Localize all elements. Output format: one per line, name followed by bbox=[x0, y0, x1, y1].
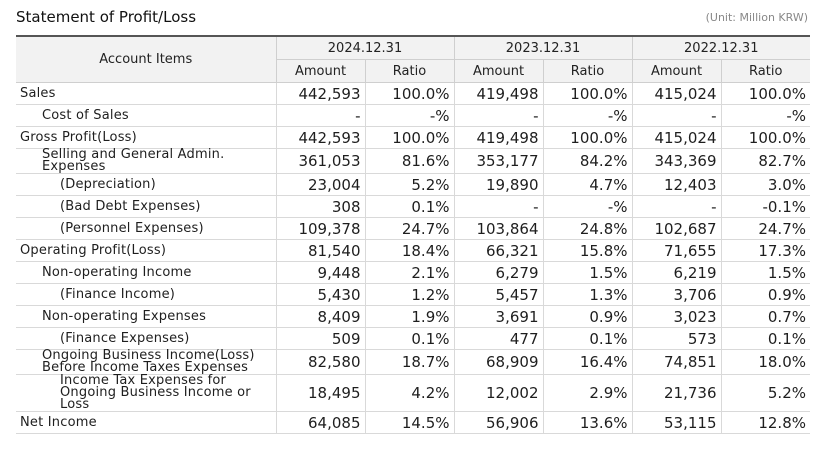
amount-cell: 477 bbox=[454, 328, 543, 350]
row-label: (Bad Debt Expenses) bbox=[16, 196, 276, 218]
amount-cell: 68,909 bbox=[454, 350, 543, 375]
table-row bbox=[16, 149, 810, 174]
ratio-cell: -% bbox=[365, 105, 454, 127]
ratio-cell: 15.8% bbox=[543, 240, 632, 262]
amount-cell: 9,448 bbox=[276, 262, 365, 284]
amount-cell: - bbox=[632, 105, 721, 127]
ratio-cell: 0.1% bbox=[721, 328, 810, 350]
ratio-cell: 100.0% bbox=[365, 127, 454, 149]
amount-cell: 353,177 bbox=[454, 149, 543, 174]
ratio-header: Ratio bbox=[543, 60, 632, 83]
table-row bbox=[16, 174, 810, 196]
table-row bbox=[16, 83, 810, 105]
period-header-2022: 2022.12.31 bbox=[632, 36, 810, 60]
amount-cell: 415,024 bbox=[632, 83, 721, 105]
ratio-cell: 24.8% bbox=[543, 218, 632, 240]
ratio-cell: 100.0% bbox=[543, 83, 632, 105]
amount-cell: 5,430 bbox=[276, 284, 365, 306]
row-label: Cost of Sales bbox=[16, 105, 276, 127]
table-row bbox=[16, 218, 810, 240]
ratio-cell: 3.0% bbox=[721, 174, 810, 196]
amount-cell: 442,593 bbox=[276, 83, 365, 105]
table-row bbox=[16, 375, 810, 412]
amount-cell: 343,369 bbox=[632, 149, 721, 174]
amount-cell: 12,403 bbox=[632, 174, 721, 196]
ratio-cell: 18.0% bbox=[721, 350, 810, 375]
amount-cell: 442,593 bbox=[276, 127, 365, 149]
ratio-cell: 0.1% bbox=[543, 328, 632, 350]
amount-cell: 3,023 bbox=[632, 306, 721, 328]
ratio-cell: 14.5% bbox=[365, 412, 454, 434]
amount-cell: 74,851 bbox=[632, 350, 721, 375]
table-row bbox=[16, 350, 810, 375]
row-label: (Personnel Expenses) bbox=[16, 218, 276, 240]
ratio-cell: 100.0% bbox=[721, 83, 810, 105]
amount-cell: 573 bbox=[632, 328, 721, 350]
amount-cell: 5,457 bbox=[454, 284, 543, 306]
ratio-cell: -% bbox=[543, 196, 632, 218]
amount-cell: 3,691 bbox=[454, 306, 543, 328]
account-items-header: Account Items bbox=[16, 36, 276, 83]
period-header-2023: 2023.12.31 bbox=[454, 36, 632, 60]
ratio-cell: -% bbox=[543, 105, 632, 127]
amount-cell: 71,655 bbox=[632, 240, 721, 262]
amount-header: Amount bbox=[632, 60, 721, 83]
amount-cell: 81,540 bbox=[276, 240, 365, 262]
ratio-cell: 0.1% bbox=[365, 328, 454, 350]
ratio-cell: 18.7% bbox=[365, 350, 454, 375]
table-row bbox=[16, 412, 810, 434]
table-row bbox=[16, 262, 810, 284]
amount-cell: 23,004 bbox=[276, 174, 365, 196]
ratio-cell: 1.9% bbox=[365, 306, 454, 328]
ratio-cell: 4.2% bbox=[365, 375, 454, 412]
ratio-cell: 100.0% bbox=[543, 127, 632, 149]
amount-cell: - bbox=[454, 105, 543, 127]
ratio-cell: 0.9% bbox=[543, 306, 632, 328]
row-label: (Depreciation) bbox=[16, 174, 276, 196]
amount-cell: 509 bbox=[276, 328, 365, 350]
ratio-cell: 5.2% bbox=[365, 174, 454, 196]
row-label: Non-operating Income bbox=[16, 262, 276, 284]
table-row bbox=[16, 328, 810, 350]
page-title: Statement of Profit/Loss bbox=[16, 8, 197, 26]
ratio-header: Ratio bbox=[721, 60, 810, 83]
amount-cell: - bbox=[454, 196, 543, 218]
amount-cell: 64,085 bbox=[276, 412, 365, 434]
row-label: Sales bbox=[16, 83, 276, 105]
amount-cell: 8,409 bbox=[276, 306, 365, 328]
amount-cell: 109,378 bbox=[276, 218, 365, 240]
amount-cell: 415,024 bbox=[632, 127, 721, 149]
amount-cell: 419,498 bbox=[454, 83, 543, 105]
ratio-cell: 13.6% bbox=[543, 412, 632, 434]
row-label: Income Tax Expenses for Ongoing Business Income or Loss bbox=[16, 375, 276, 412]
row-label: Non-operating Expenses bbox=[16, 306, 276, 328]
ratio-cell: 1.3% bbox=[543, 284, 632, 306]
table-row bbox=[16, 127, 810, 149]
row-label: (Finance Expenses) bbox=[16, 328, 276, 350]
table-row bbox=[16, 105, 810, 127]
table-row bbox=[16, 196, 810, 218]
amount-cell: 82,580 bbox=[276, 350, 365, 375]
ratio-cell: -0.1% bbox=[721, 196, 810, 218]
ratio-cell: -% bbox=[721, 105, 810, 127]
ratio-cell: 2.1% bbox=[365, 262, 454, 284]
ratio-cell: 1.2% bbox=[365, 284, 454, 306]
amount-cell: 53,115 bbox=[632, 412, 721, 434]
amount-cell: 19,890 bbox=[454, 174, 543, 196]
table-row bbox=[16, 240, 810, 262]
ratio-cell: 81.6% bbox=[365, 149, 454, 174]
ratio-cell: 0.9% bbox=[721, 284, 810, 306]
ratio-cell: 16.4% bbox=[543, 350, 632, 375]
amount-cell: 361,053 bbox=[276, 149, 365, 174]
ratio-cell: 18.4% bbox=[365, 240, 454, 262]
table-row bbox=[16, 306, 810, 328]
ratio-cell: 12.8% bbox=[721, 412, 810, 434]
amount-cell: 12,002 bbox=[454, 375, 543, 412]
row-label: Ongoing Business Income(Loss) Before Income Taxes Expenses bbox=[16, 350, 276, 375]
row-label: Selling and General Admin. Expenses bbox=[16, 149, 276, 174]
ratio-cell: 100.0% bbox=[365, 83, 454, 105]
ratio-cell: 4.7% bbox=[543, 174, 632, 196]
ratio-cell: 24.7% bbox=[721, 218, 810, 240]
amount-cell: - bbox=[632, 196, 721, 218]
amount-cell: 66,321 bbox=[454, 240, 543, 262]
amount-header: Amount bbox=[454, 60, 543, 83]
amount-cell: 103,864 bbox=[454, 218, 543, 240]
amount-cell: 3,706 bbox=[632, 284, 721, 306]
amount-cell: 6,279 bbox=[454, 262, 543, 284]
row-label: Operating Profit(Loss) bbox=[16, 240, 276, 262]
amount-cell: 308 bbox=[276, 196, 365, 218]
amount-cell: 56,906 bbox=[454, 412, 543, 434]
profit-loss-table bbox=[16, 35, 810, 434]
amount-cell: 102,687 bbox=[632, 218, 721, 240]
amount-cell: 419,498 bbox=[454, 127, 543, 149]
row-label: Net Income bbox=[16, 412, 276, 434]
ratio-cell: 24.7% bbox=[365, 218, 454, 240]
ratio-cell: 100.0% bbox=[721, 127, 810, 149]
row-label: (Finance Income) bbox=[16, 284, 276, 306]
ratio-header: Ratio bbox=[365, 60, 454, 83]
amount-header: Amount bbox=[276, 60, 365, 83]
period-header-2024: 2024.12.31 bbox=[276, 36, 454, 60]
ratio-cell: 1.5% bbox=[721, 262, 810, 284]
unit-note: (Unit: Million KRW) bbox=[705, 11, 808, 24]
ratio-cell: 82.7% bbox=[721, 149, 810, 174]
amount-cell: 6,219 bbox=[632, 262, 721, 284]
ratio-cell: 5.2% bbox=[721, 375, 810, 412]
amount-cell: - bbox=[276, 105, 365, 127]
row-label: Gross Profit(Loss) bbox=[16, 127, 276, 149]
ratio-cell: 17.3% bbox=[721, 240, 810, 262]
ratio-cell: 0.7% bbox=[721, 306, 810, 328]
ratio-cell: 0.1% bbox=[365, 196, 454, 218]
table-row bbox=[16, 284, 810, 306]
amount-cell: 21,736 bbox=[632, 375, 721, 412]
ratio-cell: 1.5% bbox=[543, 262, 632, 284]
ratio-cell: 2.9% bbox=[543, 375, 632, 412]
ratio-cell: 84.2% bbox=[543, 149, 632, 174]
amount-cell: 18,495 bbox=[276, 375, 365, 412]
